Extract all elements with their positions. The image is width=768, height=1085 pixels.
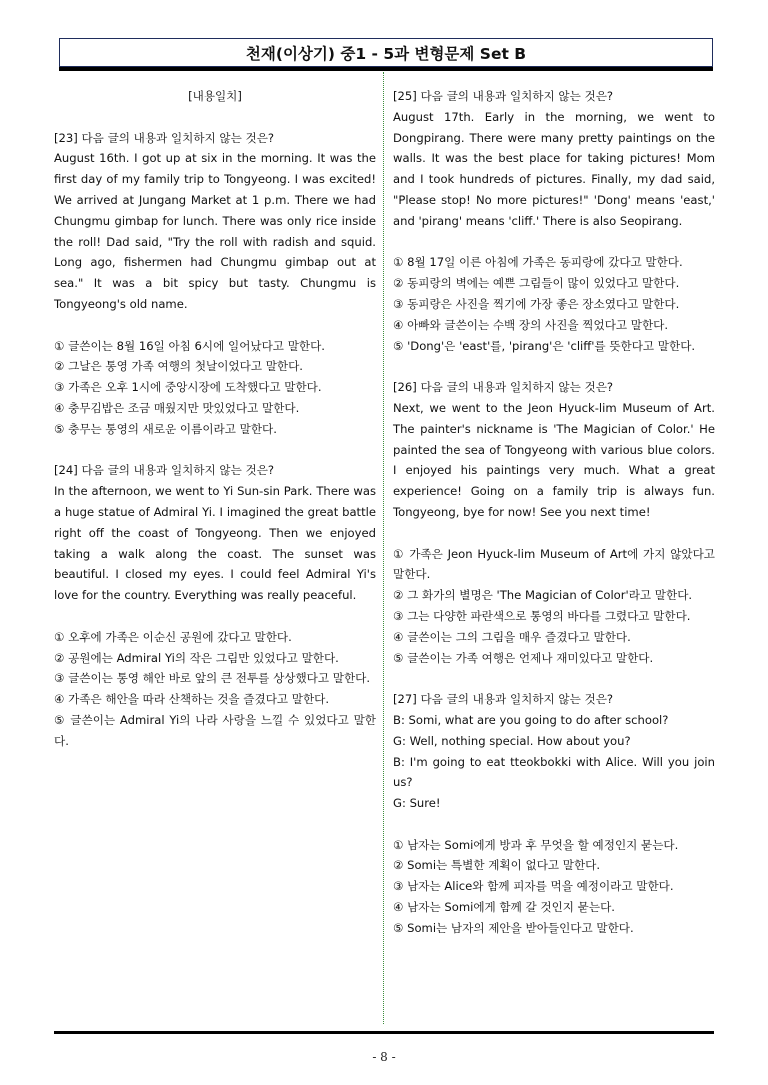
q24-option-5: ⑤ 글쓴이는 Admiral Yi의 나라 사랑을 느낄 수 있었다고 말한다. bbox=[54, 712, 376, 748]
question-26-stem: [26] 다음 글의 내용과 일치하지 않는 것은? bbox=[393, 380, 614, 395]
q26-option-2: ② 그 화가의 별명은 'The Magician of Color'라고 말한다. bbox=[393, 588, 693, 603]
question-24-stem: [24] 다음 글의 내용과 일치하지 않는 것은? bbox=[54, 463, 275, 478]
right-column bbox=[393, 86, 715, 939]
q25-option-4: ④ 아빠와 글쓴이는 수백 장의 사진을 찍었다고 말한다. bbox=[393, 317, 669, 332]
question-23-passage: August 16th. I got up at six in the morning. It was the first day of my family trip to Tongyeong. I was excited! We arrived at Jungang Market at 1 p.m. There we had Chungmu gimbap for lunch. There was only rice inside the roll! Dad said, "Try the roll with radish and squid. Long ago, fishermen had Chungmu gimbap out at sea." It was a bit spicy but tasty. Chungmu is Tongyeong's old name. bbox=[54, 151, 376, 311]
question-23-stem: [23] 다음 글의 내용과 일치하지 않는 것은? bbox=[54, 130, 275, 145]
q27-option-4: ④ 남자는 Somi에게 함께 갈 것인지 묻는다. bbox=[393, 900, 615, 915]
q26-option-3: ③ 그는 다양한 파란색으로 통영의 바다를 그렸다고 말한다. bbox=[393, 608, 691, 623]
q24-option-2: ② 공원에는 Admiral Yi의 작은 그림만 있었다고 말한다. bbox=[54, 650, 339, 665]
q27-option-2: ② Somi는 특별한 계획이 없다고 말한다. bbox=[393, 858, 601, 873]
q26-option-1: ① 가족은 Jeon Hyuck-lim Museum of Art에 가지 않았다고 말한다. bbox=[393, 546, 715, 582]
q26-option-4: ④ 글쓴이는 그의 그림을 매우 즐겼다고 말한다. bbox=[393, 629, 631, 644]
footer-rule bbox=[54, 1031, 714, 1034]
dialogue-line: G: Sure! bbox=[393, 796, 441, 811]
q24-option-4: ④ 가족은 해안을 따라 산책하는 것을 즐겼다고 말한다. bbox=[54, 692, 330, 707]
q23-option-2: ② 그날은 통영 가족 여행의 첫날이었다고 말한다. bbox=[54, 359, 303, 374]
question-26-passage: Next, we went to the Jeon Hyuck-lim Museum of Art. The painter's nickname is 'The Magician of Color.' He painted the sea of Tongyeong with various blue colors. I enjoyed his paintings very much. What a great experience! Going on a family trip is always fun. Tongyeong, bye for now! See you next time! bbox=[393, 400, 715, 519]
q25-option-3: ③ 동피랑은 사진을 찍기에 가장 좋은 장소였다고 말한다. bbox=[393, 296, 680, 311]
section-label: [내용일치] bbox=[188, 89, 242, 103]
q23-option-1: ① 글쓴이는 8월 16일 아침 6시에 일어났다고 말한다. bbox=[54, 338, 325, 353]
q27-option-3: ③ 남자는 Alice와 함께 피자를 먹을 예정이라고 말한다. bbox=[393, 879, 674, 894]
q27-option-1: ① 남자는 Somi에게 방과 후 무엇을 할 예정인지 묻는다. bbox=[393, 837, 679, 852]
page-number: - 8 - bbox=[372, 1050, 396, 1064]
dialogue-line: B: Somi, what are you going to do after school? bbox=[393, 712, 669, 727]
question-27-stem: [27] 다음 글의 내용과 일치하지 않는 것은? bbox=[393, 692, 614, 707]
q25-option-1: ① 8월 17일 이른 아침에 가족은 동피랑에 갔다고 말한다. bbox=[393, 255, 683, 270]
q26-option-5: ⑤ 글쓴이는 가족 여행은 언제나 재미있다고 말한다. bbox=[393, 650, 654, 665]
q24-option-3: ③ 글쓴이는 통영 해안 바로 앞의 큰 전투를 상상했다고 말한다. bbox=[54, 671, 371, 686]
dialogue-line: G: Well, nothing special. How about you? bbox=[393, 733, 631, 748]
dialogue-line: B: I'm going to eat tteokbokki with Alice. Will you join us? bbox=[393, 754, 715, 790]
page-title: 천재(이상기) 중1 - 5과 변형문제 Set B bbox=[59, 38, 713, 67]
q23-option-3: ③ 가족은 오후 1시에 중앙시장에 도착했다고 말한다. bbox=[54, 380, 322, 395]
q23-option-4: ④ 충무김밥은 조금 매웠지만 맛있었다고 말한다. bbox=[54, 400, 300, 415]
q24-option-1: ① 오후에 가족은 이순신 공원에 갔다고 말한다. bbox=[54, 629, 292, 644]
q25-option-2: ② 동피랑의 벽에는 예쁜 그림들이 많이 있었다고 말한다. bbox=[393, 276, 680, 291]
column-divider bbox=[383, 72, 384, 1024]
question-25-passage: August 17th. Early in the morning, we went to Dongpirang. There were many pretty paintings on the walls. It was the best place for taking pictures! Mom and I took hundreds of pictures. Finally, my dad said, "Please stop! No more pictures!" 'Dong' means 'east,' and 'pirang' means 'cliff.' There is also Seopirang. bbox=[393, 109, 715, 228]
q23-option-5: ⑤ 충무는 통영의 새로운 이름이라고 말한다. bbox=[54, 421, 277, 436]
q25-option-5: ⑤ 'Dong'은 'east'를, 'pirang'은 'cliff'를 뜻한다고 말한다. bbox=[393, 338, 696, 353]
question-24-passage: In the afternoon, we went to Yi Sun-sin Park. There was a huge statue of Admiral Yi. I imagined the great battle right off the coast of Tongyeong. Then we enjoyed taking a walk along the coast. The sunset was beautiful. I closed my eyes. I could feel Admiral Yi's love for the country. Everything was really peaceful. bbox=[54, 484, 376, 603]
question-25-stem: [25] 다음 글의 내용과 일치하지 않는 것은? bbox=[393, 89, 614, 103]
q27-option-5: ⑤ Somi는 남자의 제안을 받아들인다고 말한다. bbox=[393, 920, 634, 935]
left-column bbox=[54, 86, 376, 752]
